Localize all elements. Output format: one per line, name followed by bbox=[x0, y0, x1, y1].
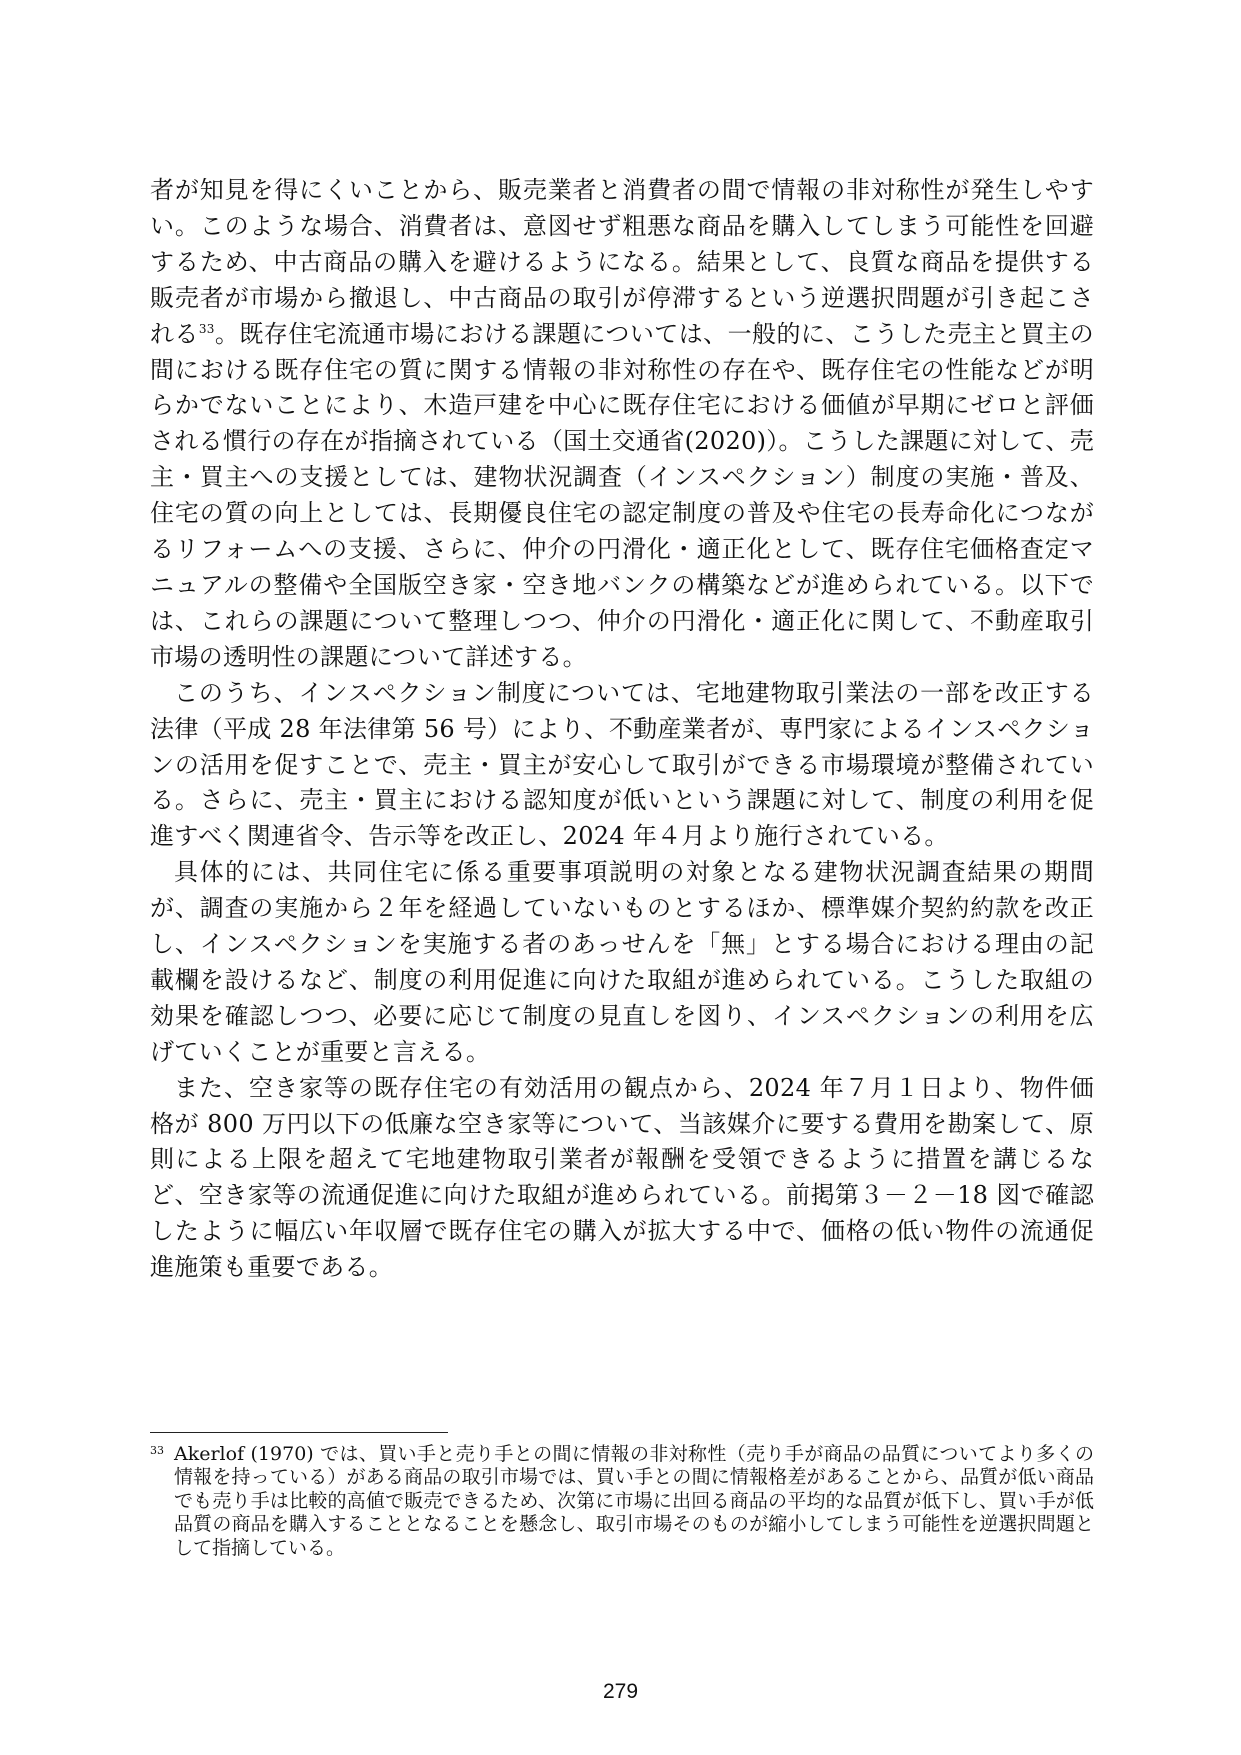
footnote-33 bbox=[150, 1443, 1094, 1560]
footnote-text: Akerlof (1970) では、買い手と売り手との間に情報の非対称性（売り手が商品の品質についてより多くの情報を持っている）がある商品の取引市場では、買い手との間に情報格差があることから、品質が低い商品でも売り手は比較的高値で販売できるため、次第に市場に出回る商品の平均的な品質が低下し、買い手が低品質の商品を購入することとなることを懸念し、取引市場そのものが縮小してしまう可能性を逆選択問題として指摘している。 bbox=[174, 1443, 1094, 1559]
paragraph-3: 具体的には、共同住宅に係る重要事項説明の対象となる建物状況調査結果の期間が、調査の実施から２年を経過していないものとするほか、標準媒介契約約款を改正し、インスペクションを実施する者のあっせんを「無」とする場合における理由の記載欄を設けるなど、制度の利用促進に向けた取組が進められている。こうした取組の効果を確認しつつ、必要に応じて制度の見直しを図り、インスペクションの利用を広げていくことが重要と言える。 bbox=[150, 858, 1094, 1066]
footnote-reference-33[interactable]: 33 bbox=[198, 321, 215, 336]
paragraph-2: このうち、インスペクション制度については、宅地建物取引業法の一部を改正する法律（平成 28 年法律第 56 号）により、不動産業者が、専門家によるインスペクションの活用を促すことで、売主・買主が安心して取引ができる市場環境が整備されている。さらに、売主・買主における認知度が低いという課題に対して、制度の利用を促進すべく関連省令、告示等を改正し、2024 年４月より施行されている。 bbox=[150, 678, 1094, 851]
footnote-divider bbox=[150, 1432, 448, 1433]
paragraph-1-part-1: 者が知見を得にくいことから、販売業者と消費者の間で情報の非対称性が発生しやすい。このような場合、消費者は、意図せず粗悪な商品を購入してしまう可能性を回避するため、中古商品の購入を避けるようになる。結果として、良質な商品を提供する販売者が市場から撤退し、中古商品の取引が停滞するという逆選択問題が引き起こされる bbox=[150, 176, 1094, 348]
page-number: 279 bbox=[602, 1680, 639, 1703]
body-text bbox=[150, 173, 1094, 1286]
paragraph-1 bbox=[150, 173, 1094, 676]
footnote-number: 33 bbox=[150, 1444, 164, 1457]
paragraph-1-part-2: 。既存住宅流通市場における課題については、一般的に、こうした売主と買主の間における既存住宅の質に関する情報の非対称性の存在や、既存住宅の性能などが明らかでないことにより、木造戸建を中心に既存住宅における価値が早期にゼロと評価される慣行の存在が指摘されている（国土交通省(2020)）。こうした課題に対して、売主・買主への支援としては、建物状況調査（インスペクション）制度の実施・普及、住宅の質の向上としては、長期優良住宅の認定制度の普及や住宅の長寿命化につながるリフォームへの支援、さらに、仲介の円滑化・適正化として、既存住宅価格査定マニュアルの整備や全国版空き家・空き地バンクの構築などが進められている。以下では、これらの課題について整理しつつ、仲介の円滑化・適正化に関して、不動産取引市場の透明性の課題について詳述する。 bbox=[150, 319, 1094, 671]
paragraph-4: また、空き家等の既存住宅の有効活用の観点から、2024 年７月１日より、物件価格が 800 万円以下の低廉な空き家等について、当該媒介に要する費用を勘案して、原則による上限を超えて宅地建物取引業者が報酬を受領できるように措置を講じるなど、空き家等の流通促進に向けた取組が進められている。前掲第３－２－18 図で確認したように幅広い年収層で既存住宅の購入が拡大する中で、価格の低い物件の流通促進施策も重要である。 bbox=[150, 1073, 1094, 1282]
